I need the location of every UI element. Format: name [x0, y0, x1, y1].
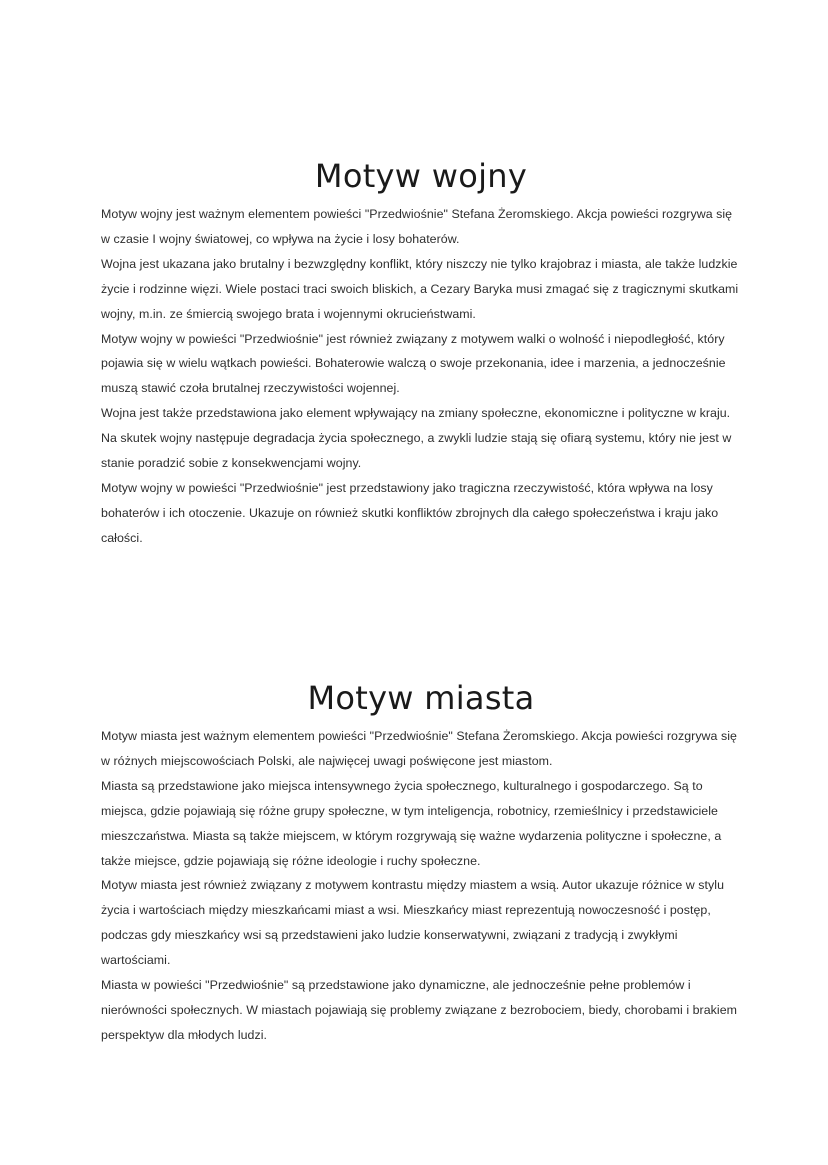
paragraph: Motyw miasta jest ważnym elementem powieści "Przedwiośnie" Stefana Żeromskiego. Akcja powieści rozgrywa się w różnych miejscowościach Polski, ale najwięcej uwagi poświęcone jest miastom. [101, 729, 737, 768]
section-motyw-wojny [101, 150, 741, 551]
section-heading: Motyw miasta [307, 679, 535, 717]
paragraph: Miasta są przedstawione jako miejsca intensywnego życia społecznego, kulturalnego i gospodarczego. Są to miejsca, gdzie pojawiają się różne grupy społeczne, w tym inteligencja, robotnicy, rzemieślnicy i przedstawiciele mieszczaństwa. Miasta są także miejscem, w którym rozgrywają się ważne wydarzenia polityczne i społeczne, a także miejsce, gdzie pojawiają się różne ideologie i ruchy społeczne. [101, 778, 722, 868]
section-heading: Motyw wojny [314, 157, 528, 195]
paragraph: Wojna jest ukazana jako brutalny i bezwzględny konflikt, który niszczy nie tylko krajobraz i miasta, ale także ludzkie życie i rodzinne więzi. Wiele postaci traci swoich bliskich, a Cezary Baryka musi zmagać się z tragicznymi skutkami wojny, m.in. ze śmiercią swojego brata i wojennymi okrucieństwami. [101, 256, 739, 321]
section-motyw-miasta [101, 672, 741, 1048]
paragraph: Wojna jest także przedstawiona jako element wpływający na zmiany społeczne, ekonomiczne i polityczne w kraju. Na skutek wojny następuje degradacja życia społecznego, a zwykli ludzie stają się ofiarą systemu, który nie jest w stanie poradzić sobie z konsekwencjami wojny. [101, 406, 732, 471]
paragraph: Motyw wojny w powieści "Przedwiośnie" jest również związany z motywem walki o wolność i niepodległość, który pojawia się w wielu wątkach powieści. Bohaterowie walczą o swoje przekonania, idee i marzenia, a jednocześnie muszą stawić czoła brutalnej rzeczywistości wojennej. [101, 331, 726, 396]
paragraph: Motyw wojny w powieści "Przedwiośnie" jest przedstawiony jako tragiczna rzeczywistość, która wpływa na losy bohaterów i ich otoczenie. Ukazuje on również skutki konfliktów zbrojnych dla całego społeczeństwa i kraju jako całości. [101, 480, 719, 545]
paragraph: Miasta w powieści "Przedwiośnie" są przedstawione jako dynamiczne, ale jednocześnie pełne problemów i nierówności społecznych. W miastach pojawiają się problemy związane z bezrobociem, biedy, chorobami i brakiem perspektyw dla młodych ludzi. [101, 978, 738, 1042]
paragraph: Motyw miasta jest również związany z motywem kontrastu między miastem a wsią. Autor ukazuje różnice w stylu życia i wartościach między mieszkańcami miast a wsi. Mieszkańcy miast reprezentują nowoczesność i postęp, podczas gdy mieszkańcy wsi są przedstawieni jako ludzie konserwatywni, związani z tradycją i zwykłymi wartościami. [101, 878, 725, 968]
paragraph: Motyw wojny jest ważnym elementem powieści "Przedwiośnie" Stefana Żeromskiego. Akcja powieści rozgrywa się w czasie I wojny światowej, co wpływa na życie i losy bohaterów. [101, 207, 733, 246]
